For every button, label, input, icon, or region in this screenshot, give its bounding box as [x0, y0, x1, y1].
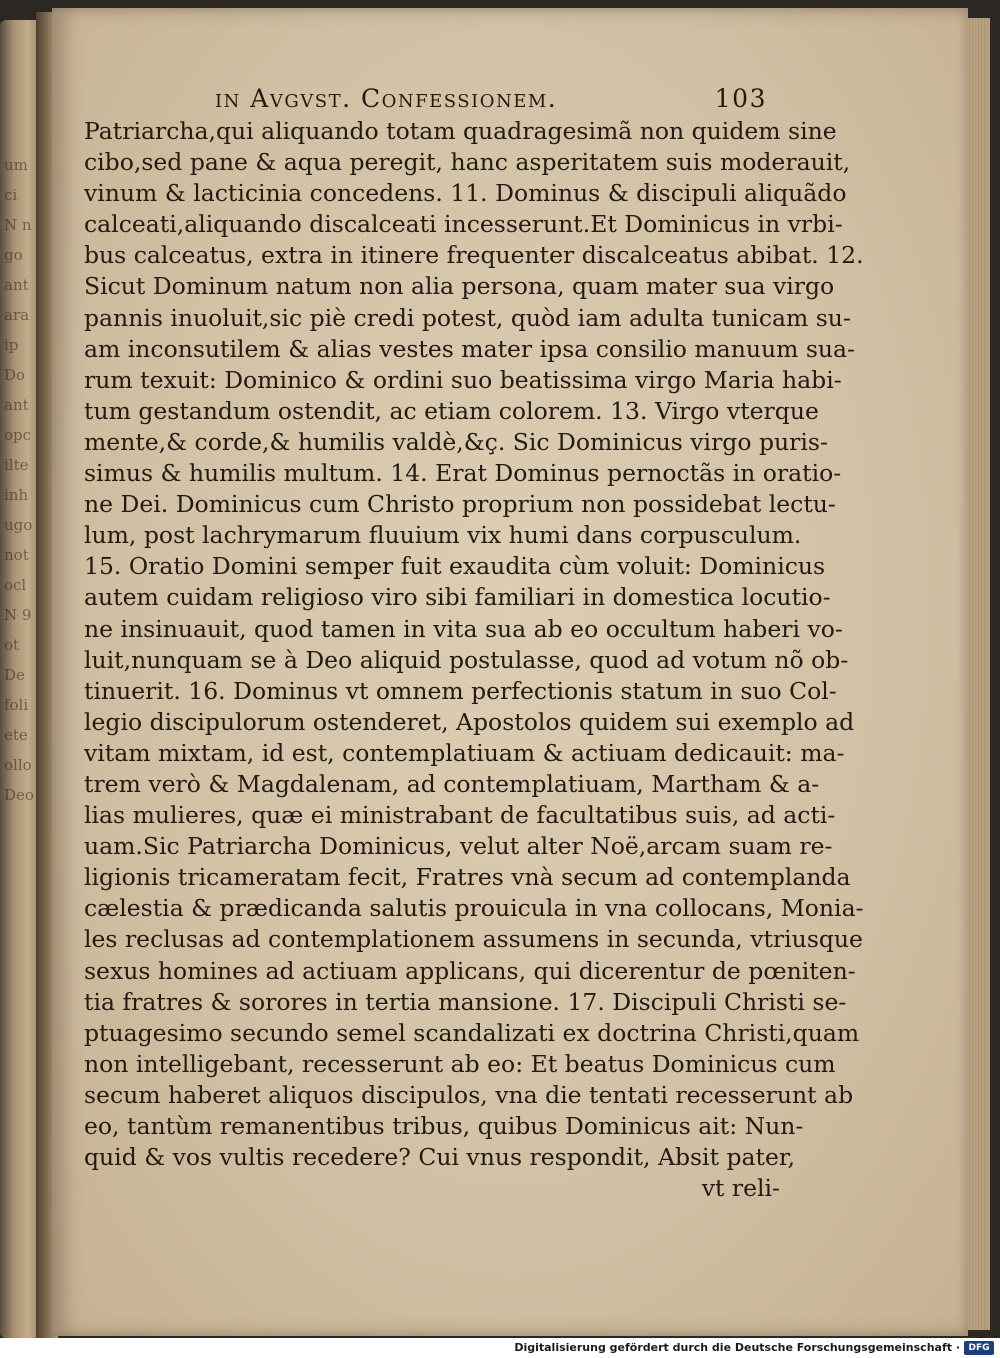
text-line: Patriarcha,qui aliquando totam quadragesimã non quidem sine [84, 117, 837, 145]
text-line: trem verò & Magdalenam, ad contemplatiuam, Martham & a- [84, 769, 820, 798]
text-line: vinum & lacticinia concedens. 11. Dominus & discipuli aliquãdo [84, 179, 847, 208]
page-number: 103 [714, 84, 767, 113]
text-line: legio discipulorum ostenderet, Apostolos quidem sui exemplo ad [84, 707, 855, 736]
text-line: lum, post lachrymarum fluuium vix humi dans corpusculum. [84, 521, 802, 550]
text-line: calceati,aliquando discalceati incesserunt.Et Dominicus in vrbi- [84, 210, 843, 239]
text-line: pannis inuoluit,sic piè credi potest, quòd iam adulta tunicam su- [84, 303, 851, 332]
text-line: simus & humilis multum. 14. Erat Dominus pernoctãs in oratio- [84, 459, 842, 488]
text-line: cibo,sed pane & aqua peregit, hanc asperitatem suis moderauit, [84, 148, 851, 177]
text-line: am inconsutilem & alias vestes mater ipsa consilio manuum sua- [84, 334, 856, 363]
running-title: in Avgvst. Confessionem. [215, 84, 558, 113]
text-line: cælestia & prædicanda salutis prouicula in vna collocans, Monia- [84, 894, 864, 923]
funding-credit: Digitalisierung gefördert durch die Deutsche Forschungsgemeinschaft · [514, 1341, 960, 1354]
text-line: ne insinuauit, quod tamen in vita sua ab eo occultum haberi vo- [84, 614, 843, 643]
text-line: lias mulieres, quæ ei ministrabant de facultatibus suis, ad acti- [84, 801, 836, 830]
text-line: sexus homines ad actiuam applicans, qui dicerentur de pœniten- [84, 956, 856, 985]
text-line: rum texuit: Dominico & ordini suo beatissima virgo Maria habi- [84, 365, 842, 394]
dfg-logo: DFG [964, 1341, 994, 1355]
text-line: ne Dei. Dominicus cum Christo proprium non possidebat lectu- [84, 490, 836, 519]
text-line: Sicut Dominum natum non alia persona, quam mater sua virgo [84, 272, 835, 301]
text-line: bus calceatus, extra in itinere frequenter discalceatus abibat. 12. [84, 241, 864, 270]
text-line: mente,& corde,& humilis valdè,&ç. Sic Dominicus virgo puris- [84, 427, 828, 456]
text-line: non intelligebant, recesserunt ab eo: Et beatus Dominicus cum [84, 1049, 836, 1078]
body-text [84, 116, 864, 1204]
text-line: vitam mixtam, id est, contemplatiuam & actiuam dedicauit: ma- [84, 738, 845, 767]
text-line: quid & vos vultis recedere? Cui vnus respondit, Absit pater, [84, 1143, 796, 1172]
left-page-fragments: um ci N ngo ant ara ip Do ant opc ilte inh ugo not ocl N 9 ot De foli ete ollo Deo [4, 156, 34, 804]
text-line: ptuagesimo secundo semel scandalizati ex doctrina Christi,quam [84, 1018, 860, 1047]
text-line: luit,nunquam se à Deo aliquid postulasse, quod ad votum nõ ob- [84, 645, 849, 674]
text-line: uam.Sic Patriarcha Dominicus, velut alter Noë,arcam suam re- [84, 832, 833, 861]
text-line: tia fratres & sorores in tertia mansione. 17. Discipuli Christi se- [84, 987, 847, 1016]
text-line: les reclusas ad contemplationem assumens in secunda, vtriusque [84, 925, 863, 954]
catchword: vt reli- [701, 1174, 780, 1203]
left-page-edge [0, 20, 40, 1338]
text-line: 15. Oratio Domini semper fuit exaudita cùm voluit: Dominicus [84, 552, 826, 581]
text-line: eo, tantùm remanentibus tribus, quibus Dominicus ait: Nun- [84, 1112, 804, 1140]
text-line: tum gestandum ostendit, ac etiam colorem. 13. Virgo vterque [84, 396, 819, 425]
page-fore-edge [968, 18, 990, 1330]
text-line: ligionis tricameratam fecit, Fratres vnà secum ad contemplanda [84, 863, 851, 892]
text-line: tinuerit. 16. Dominus vt omnem perfectionis statum in suo Col- [84, 676, 837, 705]
text-line: secum haberet aliquos discipulos, vna die tentati recesserunt ab [84, 1080, 854, 1109]
text-line: autem cuidam religioso viro sibi familiari in domestica locutio- [84, 583, 831, 612]
footer-bar [0, 1338, 1000, 1358]
